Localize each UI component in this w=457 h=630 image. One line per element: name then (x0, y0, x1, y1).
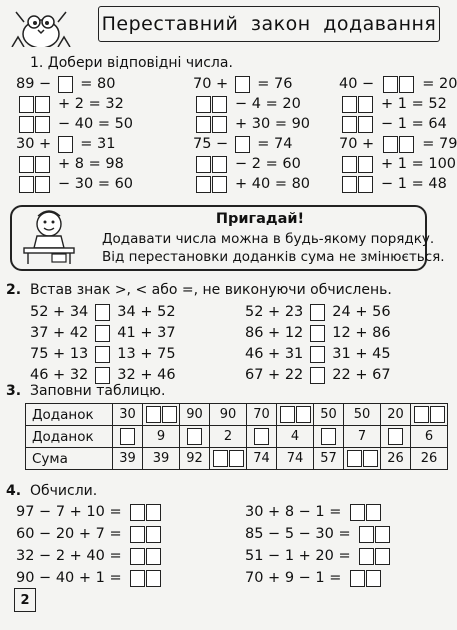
expression-text: = 31 (80, 136, 116, 152)
expression-text: 67 + 22 (245, 367, 304, 383)
row-header: Доданок (26, 404, 113, 426)
expression-text: 30 + 8 − 1 = (245, 504, 342, 520)
table-cell: 20 (381, 404, 411, 426)
expression-text: 46 + 32 (30, 367, 89, 383)
digit-box[interactable] (280, 406, 295, 423)
two-digit-answer-box[interactable] (341, 176, 373, 193)
two-digit-answer-box[interactable] (382, 76, 414, 93)
table-cell: 90 (210, 404, 247, 426)
two-digit-answer-box[interactable] (130, 570, 162, 587)
task1-label: 1. Добери відповідні числа. (30, 55, 233, 71)
digit-box[interactable] (383, 136, 398, 153)
equation-row (16, 175, 133, 193)
expression-text: 24 + 56 (332, 304, 391, 320)
expression-text: 52 + 23 (245, 304, 304, 320)
digit-box[interactable] (146, 504, 161, 521)
calculation-row (16, 503, 164, 521)
digit-box[interactable] (350, 570, 365, 587)
table-cell: 7 (344, 426, 381, 448)
expression-text: 75 + 13 (30, 346, 89, 362)
answer-box[interactable] (254, 428, 269, 445)
table-cell (381, 426, 411, 448)
table-cell: 50 (344, 404, 381, 426)
digit-box[interactable] (196, 116, 211, 133)
digit-box[interactable] (342, 116, 357, 133)
expression-text: 60 − 20 + 7 = (16, 526, 122, 542)
boy-at-desk-icon (14, 208, 84, 266)
answer-box[interactable] (235, 136, 250, 153)
equation-row (193, 135, 310, 153)
expression-text: 52 + 34 (30, 304, 89, 320)
comparison-row (245, 303, 391, 321)
calculation-row (245, 547, 393, 565)
equation-row (16, 115, 133, 133)
digit-box[interactable] (196, 156, 211, 173)
two-digit-answer-box[interactable] (18, 156, 50, 173)
two-digit-answer-box[interactable] (349, 504, 381, 521)
expression-text: 32 + 46 (117, 367, 176, 383)
equation-row (339, 75, 457, 93)
table-cell: 6 (411, 426, 448, 448)
digit-box[interactable] (342, 96, 357, 113)
equation-row (193, 115, 310, 133)
expression-text: 30 + (16, 136, 52, 152)
digit-box[interactable] (229, 450, 244, 467)
digit-box[interactable] (414, 406, 429, 423)
digit-box[interactable] (146, 406, 161, 423)
expression-text: 97 − 7 + 10 = (16, 504, 122, 520)
digit-box[interactable] (196, 176, 211, 193)
table-row (26, 426, 448, 448)
digit-box[interactable] (130, 504, 145, 521)
expression-text: 46 + 31 (245, 346, 304, 362)
two-digit-answer-box[interactable] (341, 156, 373, 173)
answer-box[interactable] (58, 76, 73, 93)
calculation-row (16, 547, 164, 565)
digit-box[interactable] (399, 76, 414, 93)
reminder-title: Пригадай! (215, 211, 305, 227)
table-cell (113, 426, 143, 448)
digit-box[interactable] (366, 504, 381, 521)
expression-text: 70 + 9 − 1 = (245, 570, 342, 586)
digit-box[interactable] (358, 176, 373, 193)
digit-box[interactable] (359, 526, 374, 543)
comparison-row (30, 345, 176, 363)
digit-box[interactable] (383, 76, 398, 93)
answer-box[interactable] (388, 428, 403, 445)
two-digit-answer-box[interactable] (18, 116, 50, 133)
digit-box[interactable] (212, 156, 227, 173)
two-digit-answer-box[interactable] (195, 116, 227, 133)
two-digit-answer-box[interactable] (359, 548, 391, 565)
expression-text: = 20 (422, 76, 457, 92)
two-digit-answer-box[interactable] (195, 96, 227, 113)
table-cell: 92 (180, 448, 210, 470)
expression-text: + 40 = 80 (235, 176, 311, 192)
answer-box[interactable] (120, 428, 135, 445)
comparison-row (245, 345, 391, 363)
digit-box[interactable] (375, 548, 390, 565)
digit-box[interactable] (35, 176, 50, 193)
row-header: Доданок (26, 426, 113, 448)
equation-row (16, 95, 133, 113)
table-cell: 26 (411, 448, 448, 470)
equation-row (339, 175, 457, 193)
two-digit-answer-box[interactable] (359, 526, 391, 543)
comparison-sign-box[interactable] (310, 346, 325, 363)
table-cell: 30 (113, 404, 143, 426)
digit-box[interactable] (35, 116, 50, 133)
table-cell: 26 (381, 448, 411, 470)
two-digit-answer-box[interactable] (349, 570, 381, 587)
comparison-row (30, 303, 176, 321)
table-cell: 39 (143, 448, 180, 470)
equation-row (16, 135, 133, 153)
expression-text: = 76 (257, 76, 293, 92)
expression-text: 31 + 45 (332, 346, 391, 362)
two-digit-answer-box[interactable] (413, 406, 445, 423)
digit-box[interactable] (19, 116, 34, 133)
two-digit-answer-box[interactable] (341, 116, 373, 133)
digit-box[interactable] (366, 570, 381, 587)
expression-text: 41 + 37 (117, 325, 176, 341)
digit-box[interactable] (196, 96, 211, 113)
task1-column-3 (339, 75, 457, 195)
table-cell (277, 404, 314, 426)
digit-box[interactable] (358, 116, 373, 133)
comparison-row (30, 366, 176, 384)
expression-text: 40 − (339, 76, 375, 92)
digit-box[interactable] (19, 96, 34, 113)
two-digit-answer-box[interactable] (279, 406, 311, 423)
comparison-sign-box[interactable] (95, 325, 110, 342)
digit-box[interactable] (342, 156, 357, 173)
expression-text: 85 − 5 − 30 = (245, 526, 351, 542)
digit-box[interactable] (35, 96, 50, 113)
table-cell: 74 (247, 448, 277, 470)
task4-left-column (16, 503, 164, 591)
equation-row (16, 75, 133, 93)
expression-text: 89 − (16, 76, 52, 92)
calculation-row (245, 569, 393, 587)
two-digit-answer-box[interactable] (18, 176, 50, 193)
digit-box[interactable] (212, 116, 227, 133)
digit-box[interactable] (430, 406, 445, 423)
expression-text: − 2 = 60 (235, 156, 301, 172)
page-title: Переставний закон додавання (98, 6, 440, 42)
expression-text: 12 + 86 (332, 325, 391, 341)
equation-row (339, 115, 457, 133)
comparison-sign-box[interactable] (310, 367, 325, 384)
two-digit-answer-box[interactable] (130, 526, 162, 543)
digit-box[interactable] (212, 176, 227, 193)
two-digit-answer-box[interactable] (212, 450, 244, 467)
task4-number: 4. (6, 483, 22, 499)
task4-instruction: Обчисли. (30, 483, 98, 499)
comparison-sign-box[interactable] (95, 346, 110, 363)
expression-text: 37 + 42 (30, 325, 89, 341)
table-cell: 39 (113, 448, 143, 470)
digit-box[interactable] (35, 156, 50, 173)
comparison-sign-box[interactable] (95, 367, 110, 384)
sum-table (25, 403, 448, 470)
answer-box[interactable] (187, 428, 202, 445)
table-row (26, 448, 448, 470)
task3-number: 3. (6, 383, 22, 399)
reminder-line-1: Додавати числа можна в будь-якому порядку. (102, 231, 435, 247)
task1-column-2 (193, 75, 310, 195)
expression-text: 75 − (193, 136, 229, 152)
table-cell: 57 (314, 448, 344, 470)
digit-box[interactable] (363, 450, 378, 467)
digit-box[interactable] (146, 526, 161, 543)
digit-box[interactable] (19, 176, 34, 193)
task2-number: 2. (6, 282, 22, 298)
expression-text: 34 + 52 (117, 304, 176, 320)
expression-text: + 2 = 32 (58, 96, 124, 112)
table-cell (143, 404, 180, 426)
expression-text: − 40 = 50 (58, 116, 134, 132)
equation-row (339, 155, 457, 173)
calculation-row (245, 503, 393, 521)
expression-text: + 30 = 90 (235, 116, 311, 132)
expression-text: 32 − 2 + 40 = (16, 548, 122, 564)
table-cell (210, 448, 247, 470)
expression-text: 70 + (339, 136, 375, 152)
task4-right-column (245, 503, 393, 591)
equation-row (193, 75, 310, 93)
expression-text: 13 + 75 (117, 346, 176, 362)
two-digit-answer-box[interactable] (341, 96, 373, 113)
equation-row (193, 95, 310, 113)
expression-text: − 1 = 48 (381, 176, 447, 192)
expression-text: 51 − 1 + 20 = (245, 548, 351, 564)
digit-box[interactable] (130, 526, 145, 543)
comparison-row (30, 324, 176, 342)
two-digit-answer-box[interactable] (195, 156, 227, 173)
two-digit-answer-box[interactable] (346, 450, 378, 467)
equation-row (16, 155, 133, 173)
equation-row (193, 175, 310, 193)
two-digit-answer-box[interactable] (145, 406, 177, 423)
table-cell: 50 (314, 404, 344, 426)
equation-row (339, 95, 457, 113)
digit-box[interactable] (146, 548, 161, 565)
digit-box[interactable] (212, 96, 227, 113)
table-cell (344, 448, 381, 470)
table-cell (247, 426, 277, 448)
expression-text: 22 + 67 (332, 367, 391, 383)
expression-text: = 74 (257, 136, 293, 152)
page-number: 2 (14, 588, 36, 612)
row-header: Сума (26, 448, 113, 470)
digit-box[interactable] (213, 450, 228, 467)
expression-text: 90 − 40 + 1 = (16, 570, 122, 586)
comparison-sign-box[interactable] (310, 304, 325, 321)
expression-text: + 8 = 98 (58, 156, 124, 172)
table-cell: 70 (247, 404, 277, 426)
task2-right-column (245, 303, 391, 387)
mascot-illustration (10, 0, 72, 47)
digit-box[interactable] (130, 570, 145, 587)
task1-column-1 (16, 75, 133, 195)
digit-box[interactable] (399, 136, 414, 153)
two-digit-answer-box[interactable] (130, 504, 162, 521)
expression-text: − 30 = 60 (58, 176, 134, 192)
digit-box[interactable] (146, 570, 161, 587)
table-cell: 4 (277, 426, 314, 448)
table-cell (314, 426, 344, 448)
comparison-sign-box[interactable] (95, 304, 110, 321)
comparison-sign-box[interactable] (310, 325, 325, 342)
digit-box[interactable] (347, 450, 362, 467)
digit-box[interactable] (358, 96, 373, 113)
digit-box[interactable] (162, 406, 177, 423)
table-cell: 9 (143, 426, 180, 448)
table-cell: 74 (277, 448, 314, 470)
digit-box[interactable] (375, 526, 390, 543)
expression-text: 86 + 12 (245, 325, 304, 341)
digit-box[interactable] (350, 504, 365, 521)
table-cell (180, 426, 210, 448)
digit-box[interactable] (359, 548, 374, 565)
expression-text: + 1 = 52 (381, 96, 447, 112)
two-digit-answer-box[interactable] (130, 548, 162, 565)
expression-text: = 79 (422, 136, 457, 152)
digit-box[interactable] (19, 156, 34, 173)
digit-box[interactable] (130, 548, 145, 565)
task2-left-column (30, 303, 176, 387)
expression-text: − 1 = 64 (381, 116, 447, 132)
two-digit-answer-box[interactable] (195, 176, 227, 193)
comparison-row (245, 366, 391, 384)
digit-box[interactable] (358, 156, 373, 173)
comparison-row (245, 324, 391, 342)
equation-row (339, 135, 457, 153)
table-cell (411, 404, 448, 426)
digit-box[interactable] (296, 406, 311, 423)
calculation-row (245, 525, 393, 543)
task2-instruction: Встав знак >, < або =, не виконуючи обчислень. (30, 282, 392, 298)
digit-box[interactable] (342, 176, 357, 193)
expression-text: − 4 = 20 (235, 96, 301, 112)
answer-box[interactable] (321, 428, 336, 445)
answer-box[interactable] (58, 136, 73, 153)
two-digit-answer-box[interactable] (18, 96, 50, 113)
table-row (26, 404, 448, 426)
expression-text: 70 + (193, 76, 229, 92)
reminder-line-2: Від перестановки доданків сума не змінюється. (102, 249, 445, 265)
calculation-row (16, 569, 164, 587)
expression-text: = 80 (80, 76, 116, 92)
expression-text: + 1 = 100 (381, 156, 457, 172)
table-cell: 90 (180, 404, 210, 426)
calculation-row (16, 525, 164, 543)
task3-instruction: Заповни таблицю. (30, 383, 166, 399)
equation-row (193, 155, 310, 173)
two-digit-answer-box[interactable] (382, 136, 414, 153)
answer-box[interactable] (235, 76, 250, 93)
table-cell: 2 (210, 426, 247, 448)
